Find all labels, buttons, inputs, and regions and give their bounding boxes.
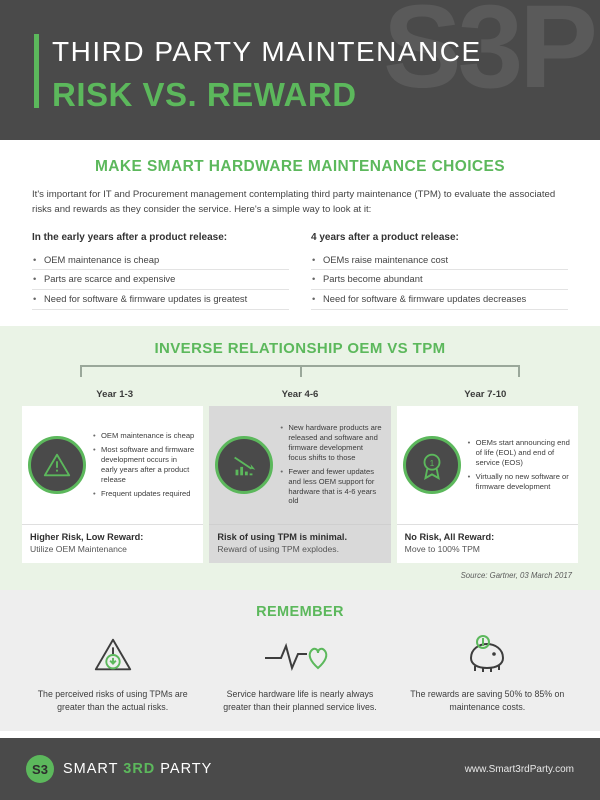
bracket-tick-right [518, 365, 520, 377]
panel-2-footer [209, 524, 390, 563]
section1-columns [32, 232, 568, 310]
footer-bar [0, 738, 600, 800]
timeline-bracket [80, 365, 520, 387]
header-banner [0, 0, 600, 140]
list-item: • New hardware products are released and software and firmware development focus shifts to those [280, 421, 382, 464]
bracket-tick-left [80, 365, 82, 377]
list-item: • OEM maintenance is cheap [93, 429, 195, 443]
panel-1-footer [22, 524, 203, 563]
list-item: • Parts are scarce and expensive [32, 270, 289, 290]
brand-logo-icon: S3 [26, 755, 54, 783]
header-title-line1: THIRD PARTY MAINTENANCE [52, 36, 482, 67]
award-ribbon-icon [403, 436, 461, 494]
list-item: • OEMs start announcing end of life (EOL) and end of service (EOS) [468, 436, 570, 470]
list-item: • Most software and firmware development occurs in early years after a product release [93, 443, 195, 486]
list-item: • Virtually no new software or firmware development [468, 470, 570, 494]
panel-3-body [397, 406, 578, 524]
brand-name-post: PARTY [155, 761, 213, 777]
list-item: • OEM maintenance is cheap [32, 251, 289, 271]
list-item: • Need for software & firmware updates decreases [311, 290, 568, 310]
section-smart-choices [0, 140, 600, 326]
panel-year-7-10 [397, 406, 578, 563]
piggy-bank-icon [401, 630, 574, 680]
early-years-heading: In the early years after a product release: [32, 231, 228, 243]
panel-1-footer-sub: Utilize OEM Maintenance [30, 543, 127, 554]
remember-item-1 [26, 630, 199, 714]
heartbeat-icon [213, 630, 386, 680]
list-item: • OEMs raise maintenance cost [311, 251, 568, 271]
remember-text-2: Service hardware life is nearly always greater than their planned service lives. [223, 688, 377, 712]
remember-text-1: The perceived risks of using TPMs are greater than the actual risks. [37, 688, 188, 712]
source-citation: Source: Gartner, 03 March 2017 [460, 570, 572, 580]
four-years-heading: 4 years after a product release: [311, 231, 459, 243]
panel-3-footer-sub: Move to 100% TPM [404, 543, 480, 554]
footer-website-link[interactable]: www.Smart3rdParty.com [464, 763, 574, 775]
warning-download-icon [26, 630, 199, 680]
brand-name [63, 761, 212, 777]
list-item: • Fewer and fewer updates and less OEM support for hardware that is 4-6 years old [280, 465, 382, 508]
panel-year-1-3 [22, 406, 203, 563]
remember-row [26, 630, 574, 714]
section1-title: MAKE SMART HARDWARE MAINTENANCE CHOICES [95, 158, 505, 175]
year-label-2: Year 4-6 [281, 388, 319, 400]
brand-name-mid: 3RD [123, 761, 156, 777]
panel-1-bullets [93, 429, 195, 500]
panel-2-footer-title: Risk of using TPM is minimal. [217, 531, 347, 542]
panel-2-footer-sub: Reward of using TPM explodes. [217, 543, 339, 554]
brand-name-pre: SMART [63, 761, 124, 777]
warning-triangle-icon [28, 436, 86, 494]
list-item: • Parts become abundant [311, 270, 568, 290]
declining-bar-chart-icon [215, 436, 273, 494]
panel-3-bullets [468, 436, 570, 493]
section1-intro: It's important for IT and Procurement management contemplating third party maintenance (TPM) to evaluate the associated risks and rewards as they consider the service. Here's a simple way to look at it: [32, 189, 556, 215]
panel-2-bullets [280, 421, 382, 508]
section-inverse-relationship [0, 326, 600, 590]
year-label-3: Year 7-10 [464, 388, 507, 400]
remember-text-3: The rewards are saving 50% to 85% on maintenance costs. [410, 688, 565, 712]
section1-right-column [311, 232, 568, 310]
list-item: • Frequent updates required [93, 487, 195, 501]
early-years-list [32, 251, 289, 310]
section3-title: REMEMBER [256, 603, 344, 620]
header-accent-bar [34, 34, 39, 108]
list-item: • Need for software & firmware updates is greatest [32, 290, 289, 310]
panel-year-4-6 [209, 406, 390, 563]
year-label-1: Year 1-3 [96, 388, 134, 400]
svg-text:1: 1 [429, 457, 434, 468]
section-remember [0, 590, 600, 732]
bracket-tick-middle [300, 365, 302, 377]
remember-item-2 [213, 630, 386, 714]
footer-brand [26, 755, 212, 783]
four-years-list [311, 251, 568, 310]
remember-item-3 [401, 630, 574, 714]
panel-3-footer-title: No Risk, All Reward: [404, 531, 495, 542]
panel-2-body [209, 406, 390, 524]
panel-3-footer [397, 524, 578, 563]
section1-left-column [32, 232, 289, 310]
watermark-logo-text: S3P [382, 0, 594, 113]
header-title-line2: RISK VS. REWARD [52, 76, 357, 113]
panels-row [22, 406, 578, 563]
panel-1-footer-title: Higher Risk, Low Reward: [30, 531, 144, 542]
section2-title: INVERSE RELATIONSHIP OEM VS TPM [154, 339, 446, 357]
year-labels [22, 389, 578, 400]
panel-1-body [22, 406, 203, 524]
